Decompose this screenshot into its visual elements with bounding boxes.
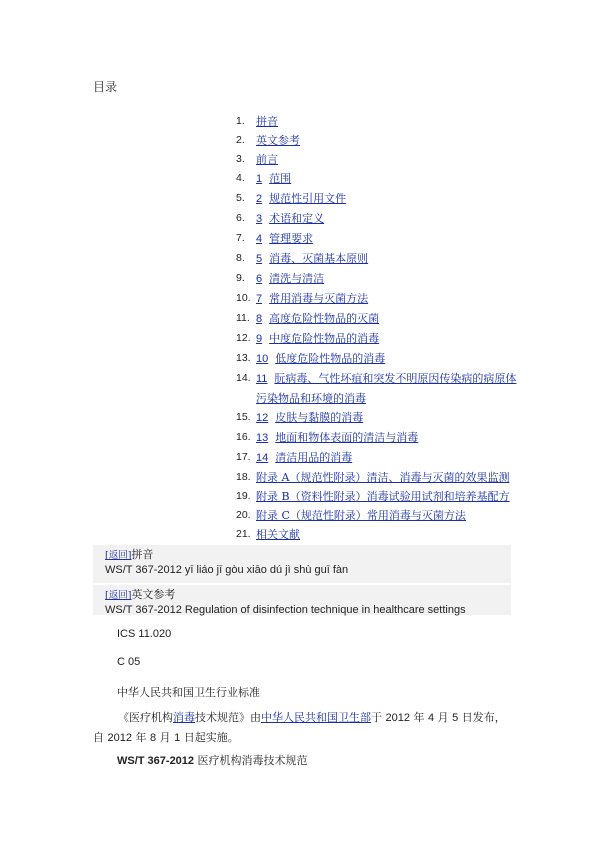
toc-label: 常用消毒与灭菌方法 xyxy=(269,292,369,305)
toc-label: 范围 xyxy=(269,172,292,185)
toc-link[interactable] xyxy=(256,131,300,150)
toc-item xyxy=(236,329,526,349)
toc-item xyxy=(236,150,526,169)
toc-item-number: 13. xyxy=(236,352,251,364)
toc-link[interactable] xyxy=(256,468,509,487)
toc-label: 清洁用品的消毒 xyxy=(275,451,353,464)
toc-section-code: 14 xyxy=(256,452,269,464)
classification-code: C 05 xyxy=(117,656,141,668)
toc-link[interactable] xyxy=(256,289,368,309)
toc-link[interactable] xyxy=(256,229,313,249)
toc-item xyxy=(236,506,526,525)
toc-item-number: 1. xyxy=(236,115,245,127)
toc-section-code: 6 xyxy=(256,273,263,285)
toc-link[interactable] xyxy=(256,169,291,189)
toc-item xyxy=(236,408,526,428)
toc-label: 附录 B（资料性附录）消毒试验用试剂和培养基配方 xyxy=(256,490,510,503)
toc-item xyxy=(236,249,526,269)
toc-link[interactable] xyxy=(256,249,368,269)
return-link[interactable]: [返回] xyxy=(105,550,132,561)
return-link[interactable]: [返回] xyxy=(105,590,132,601)
toc-section-code: 9 xyxy=(256,333,263,345)
toc-item-number: 4. xyxy=(236,172,245,184)
toc-link[interactable] xyxy=(256,506,466,525)
toc-item xyxy=(236,487,526,506)
toc-item xyxy=(236,229,526,249)
toc-section-code: 2 xyxy=(256,193,263,205)
toc-section-code: 4 xyxy=(256,233,263,245)
toc-item-number: 2. xyxy=(236,134,245,146)
toc-label: 英文参考 xyxy=(256,134,300,147)
toc-item-number: 9. xyxy=(236,272,245,284)
toc-link[interactable] xyxy=(256,329,379,349)
pinyin-section xyxy=(93,545,511,583)
toc-item xyxy=(236,448,526,468)
toc-item-number: 5. xyxy=(236,192,245,204)
toc-label: 拼音 xyxy=(256,115,278,128)
toc-item xyxy=(236,112,526,131)
toc-section-code: 1 xyxy=(256,173,263,185)
toc-label: 附录 C（规范性附录）常用消毒与灭菌方法 xyxy=(256,509,466,522)
toc-item xyxy=(236,369,526,408)
toc-link[interactable] xyxy=(256,448,352,468)
standard-type: 中华人民共和国卫生行业标准 xyxy=(117,686,260,699)
toc-link[interactable] xyxy=(256,189,346,209)
toc-item-number: 6. xyxy=(236,212,245,224)
toc-link[interactable] xyxy=(256,428,418,448)
toc-item-number: 14. xyxy=(236,372,251,384)
toc-label: 术语和定义 xyxy=(269,212,325,225)
ministry-link[interactable]: 中华人民共和国卫生部 xyxy=(261,711,371,724)
toc-label: 高度危险性物品的灭菌 xyxy=(269,312,380,325)
toc-link[interactable] xyxy=(256,309,379,329)
toc-label: 消毒、灭菌基本原则 xyxy=(269,252,369,265)
toc-link[interactable] xyxy=(256,269,324,289)
toc-label: 地面和物体表面的清洁与消毒 xyxy=(275,431,419,444)
toc-label: 规范性引用文件 xyxy=(269,192,347,205)
toc-section-code: 11 xyxy=(256,373,268,385)
toc-item-number: 17. xyxy=(236,451,251,463)
toc-section-code: 5 xyxy=(256,253,263,265)
toc-item xyxy=(236,131,526,150)
toc-section-code: 12 xyxy=(256,412,269,424)
toc-link[interactable] xyxy=(256,525,300,544)
toc-item xyxy=(236,209,526,229)
toc-item-number: 7. xyxy=(236,232,245,244)
english-section xyxy=(93,585,511,615)
toc-heading: 目录 xyxy=(93,80,118,94)
toc-item-number: 19. xyxy=(236,490,251,502)
pinyin-label: 拼音 xyxy=(131,548,154,561)
toc-item xyxy=(236,468,526,487)
toc-item-number: 10. xyxy=(236,292,251,304)
toc-link[interactable] xyxy=(256,408,363,428)
toc-item-number: 16. xyxy=(236,431,251,443)
toc-item-number: 11. xyxy=(236,312,250,324)
pinyin-text: WS/T 367-2012 yī liáo jī gòu xiāo dú jì shù guī fàn xyxy=(105,564,349,576)
toc-item xyxy=(236,428,526,448)
toc-label: 清洗与清洁 xyxy=(269,272,325,285)
english-label: 英文参考 xyxy=(131,588,176,601)
toc-label: 管理要求 xyxy=(269,232,314,245)
toc-item xyxy=(236,189,526,209)
toc-item xyxy=(236,269,526,289)
toc-label: 前言 xyxy=(256,153,278,166)
toc-item-number: 3. xyxy=(236,153,245,165)
toc-item xyxy=(236,525,526,544)
toc-link[interactable] xyxy=(256,369,526,408)
toc-item-number: 8. xyxy=(236,252,245,264)
toc-section-code: 7 xyxy=(256,293,263,305)
english-text: WS/T 367-2012 Regulation of disinfection technique in healthcare settings xyxy=(105,604,466,616)
toc-link[interactable] xyxy=(256,112,278,131)
toc-label: 皮肤与黏膜的消毒 xyxy=(275,411,364,424)
toc-link[interactable] xyxy=(256,150,278,169)
toc-link[interactable] xyxy=(256,209,324,229)
toc-section-code: 3 xyxy=(256,213,263,225)
disinfection-link[interactable]: 消毒 xyxy=(173,711,195,724)
toc-label: 中度危险性物品的消毒 xyxy=(269,332,380,345)
toc-item xyxy=(236,349,526,369)
toc-item xyxy=(236,309,526,329)
toc-item-number: 12. xyxy=(236,332,251,344)
toc-item-number: 21. xyxy=(236,528,251,540)
standard-name: 医疗机构消毒技术规范 xyxy=(197,754,308,767)
toc-section-code: 8 xyxy=(256,313,263,325)
toc-section-code: 10 xyxy=(256,353,269,365)
toc-item xyxy=(236,169,526,189)
toc-list xyxy=(236,112,526,544)
standard-code: WS/T 367-2012 xyxy=(117,755,195,767)
document-title-line xyxy=(117,752,308,768)
toc-link[interactable] xyxy=(256,487,510,506)
toc-item xyxy=(236,289,526,309)
toc-item-number: 15. xyxy=(236,411,251,423)
toc-label: 相关文献 xyxy=(256,528,300,541)
intro-paragraph: 《医疗机构消毒技术规范》由中华人民共和国卫生部于 2012 年 4 月 5 日发布，自 2012 年 8 月 1 日起实施。 xyxy=(93,711,506,744)
toc-section-code: 13 xyxy=(256,432,269,444)
toc-label: 朊病毒、气性坏疽和突发不明原因传染病的病原体污染物品和环境的消毒 xyxy=(256,372,517,405)
toc-item-number: 18. xyxy=(236,471,251,483)
toc-label: 低度危险性物品的消毒 xyxy=(275,352,386,365)
toc-label: 附录 A（规范性附录）清洁、消毒与灭菌的效果监测 xyxy=(256,471,510,484)
toc-item-number: 20. xyxy=(236,509,251,521)
toc-link[interactable] xyxy=(256,349,385,369)
ics-code: ICS 11.020 xyxy=(117,628,172,640)
